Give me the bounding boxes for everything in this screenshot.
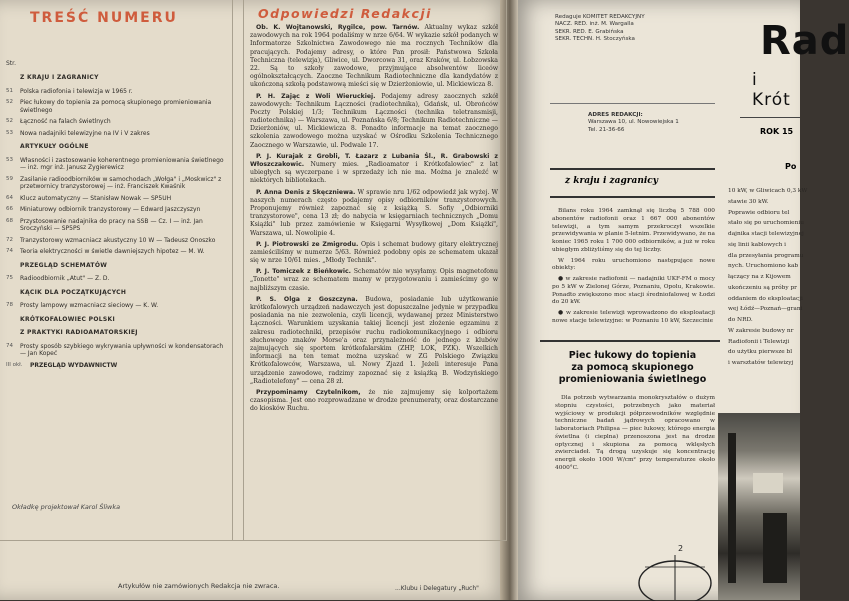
article-title <box>545 350 720 386</box>
news-line: łączący na z Kijowem <box>728 274 791 281</box>
divider <box>740 117 800 118</box>
news-line: Radiofonii i Telewizji <box>728 338 790 345</box>
toc-entry-text: Łączność na falach świetlnych <box>20 118 111 125</box>
bottom-note: Artykułów nie zamówionych Redakcja nie zwraca. <box>118 582 280 590</box>
news-paragraph: W 1964 roku uruchomiono następujące nowe obiekty: <box>552 257 715 272</box>
toc-entry-page: III okł. <box>6 361 23 368</box>
toc-entry[interactable] <box>6 130 228 138</box>
news-paragraph: Bilans roku 1964 zamknął się liczbą 5 788 000 abonentów radiofonii oraz 1 667 000 abonentów telewizji, a tym samym przekroczył wszelkie przewidywania w planie 5-letnim. Przewidywano, że na koniec 1965 roku 1 700 000 odbiorników, a już w roku ubiegłym zbliżyliśmy się do tej liczby. <box>552 208 715 253</box>
news-line: wej Łódź—Poznań—grani <box>728 306 803 313</box>
answer-text: Schematów nie wysyłamy. Opis magnetofonu „Tonette" wraz ze schematem mamy w przygotowaniu i zamieścimy go w najbliższym czasie. <box>250 268 498 292</box>
answer-recipient: Przypominamy Czytelnikom, <box>256 388 361 396</box>
toc-entry-text: Radioodbiornik „Atut" — Z. D. <box>20 275 110 282</box>
answer-recipient: P. J. Tomiczek z Bieńkowic. <box>256 268 352 276</box>
answer-paragraph <box>250 153 498 186</box>
toc-entry[interactable] <box>6 206 228 214</box>
furnace-photo <box>718 413 800 600</box>
diagram-label: 2 <box>678 544 684 553</box>
toc-entry-page: 59 <box>6 175 13 182</box>
section-title: z kraju i zagranicy <box>565 176 659 186</box>
news-line: do NRD. <box>728 317 753 324</box>
news-line: 10 kW, w Gliwicach 0,3 kW <box>728 188 808 194</box>
toc-entry[interactable] <box>6 118 228 126</box>
photo-detail <box>753 473 783 493</box>
toc-entry-text: Nowa nadajniki telewizyjne na IV i V zakres <box>20 129 150 137</box>
news-line: ukończeniu są próby pr <box>728 284 797 291</box>
toc-entry-text: Polska radiofonia i telewizja w 1965 r. <box>20 87 133 95</box>
toc-entry[interactable] <box>6 176 228 191</box>
news-line: oddaniem do eksploatacji <box>728 295 803 302</box>
article-title-line: Piec łukowy do topienia <box>568 350 697 361</box>
toc-entry-text: Prosty lampowy wzmacniacz sieciowy — K. W. <box>20 302 159 309</box>
editorial-line: SEKR. RED. E. Grabińska <box>555 28 624 35</box>
address-phone: Tel. 21-36-66 <box>588 126 625 133</box>
photo-detail <box>763 513 787 583</box>
toc-entry-page: 64 <box>6 194 13 201</box>
toc-entry-text: Przystosowanie nadajnika do pracy na SSB — Cz. I — inż. Jan Sroczyński — SP5PS <box>20 217 203 232</box>
toc-entry[interactable] <box>6 157 228 172</box>
answers-body <box>250 24 498 416</box>
toc-entry-page: 53 <box>6 129 13 136</box>
toc-section-title: KĄCIK DLA POCZĄTKUJĄCYCH <box>20 288 127 296</box>
divider <box>550 168 715 170</box>
answers-title: Odpowiedzi Redakcji <box>258 6 432 21</box>
toc-section-title: KRÓTKOFALOWIEC POLSKI <box>20 315 115 323</box>
magazine-subtitle: i Krót <box>752 70 791 110</box>
answer-paragraph <box>250 389 498 414</box>
toc-entry[interactable] <box>6 88 228 96</box>
address-title: ADRES REDAKCJI: <box>588 112 643 118</box>
toc-entry-page: 78 <box>6 302 13 308</box>
toc-entry-text: Teoria elektryczności w świetle dawniejszych hipotez — M. W. <box>20 248 205 255</box>
bottom-right-note: ...Klubu i Delegatury „Ruch" <box>395 585 479 592</box>
toc-entry[interactable] <box>6 343 228 358</box>
toc-entry[interactable] <box>6 99 228 114</box>
answer-recipient: P. S. Olga z Goszczyna. <box>256 295 358 303</box>
answer-text: że nie zajmujemy się kolportażem czasopisma. Jest ono rozprowadzane w drodze prenumeraty, oraz dostarczane do kiosków Ruchu. <box>250 388 498 413</box>
answer-paragraph <box>250 189 498 238</box>
photo-detail <box>728 433 736 583</box>
toc-entry[interactable] <box>6 237 228 245</box>
news-line: nych. Uruchomiono kab <box>728 263 799 270</box>
news-line: dla przesyłania programu <box>728 252 804 259</box>
cover-credit: Okładkę projektował Karol Śliwka <box>12 503 121 511</box>
furnace-diagram <box>615 533 725 600</box>
toc-title: TREŚĆ NUMERU <box>30 10 178 26</box>
toc-entry-page: 51 <box>6 87 13 94</box>
toc-entry-text: Tranzystorowy wzmacniacz akustyczny 10 W — Tadeusz Onoszko <box>20 236 216 244</box>
answer-text: Aktualny wykaz szkół zawodowych na rok 1964 podaliśmy w nrze 6/64. W wykazie szkół podanych w Informatorze Szkolnictwa Zawodowego nie ma rocznych Techników dla pracujących. Podajemy adresy, o które Pan prosił: Państwowa Szkoła Techniczna (telewizja), Gliwice, ul. Dworcowa 31, oraz Kraków, ul. Łobzowska 22. Są to szkoły zawodowe, przyjmujące absolwentów liceów ogólnokształcących. Zaoczne Technikum Radiotechniczne dla kandydatów z ukończoną szkołą podstawową mieści się w Dzierżoniowie, ul. Mickiewicza 8. <box>250 24 499 89</box>
toc-entry-text: Klucz automatyczny — Stanisław Nowak — SP5UH <box>20 194 172 202</box>
toc-entry[interactable] <box>6 218 228 233</box>
article-paragraph: Dla potrzeb wytwarzania monokryształów o dużym stopniu czystości, potrzebnych jako materiał wyjściowy w produkcji półprzewodników względnie techniczne badań jądrowych opracowano w laboratoriach Philipsa — piec łukowy, którego energia świetlna (i cieplna) przenoszona jest na drodze optycznej i skupiona za pomocą wklęsłych zwierciadeł. Tą drogą uzyskuje się koncentrację energii około 1000 W/cm² przy temperaturze około 4000°C. <box>555 395 715 471</box>
news-line: Poprawie odbioru tel <box>728 209 790 216</box>
divider <box>550 196 715 198</box>
divider <box>540 340 720 342</box>
answer-recipient: Ob. K. Wojtanowski, Rygilce, pow. Tarnów. <box>256 24 420 31</box>
news-line: dajnika stacji telewizyjnej <box>728 231 804 238</box>
toc-entry-page: 52 <box>6 118 13 124</box>
toc-entry-page: 74 <box>6 248 13 254</box>
answer-text: Budowa, posiadanie lub użytkowanie krótkofalowych urządzeń nadawczych jest dopuszczalne jedynie w przypadku posiadania na nie zezwolenia, czyli licencji, wydawanej przez Ministerstwo Łączności. Warunkiem uzyskania takiej licencji jest złożenie egzaminu z zakresu radiotechniki, przepisów ruchu radiokomunikacyjnego i odbioru słuchowego znaków Morse'a oraz przynależność do jednego z klubów zajmujących się sportem krótkofalarskim (ZHP, LOK, PZK). Wszelkich informacji na ten temat można uzyskać w ZG Polskiego Związku Krótkofalowców, Warszawa, ul. Nowy Zjazd 1. Jeżeli interesuje Pana urządzenie zawodowe, radzimy zapoznać się z książką B. Wodzyńskiego „Radiotelefony" — cena 28 zł. <box>250 295 499 385</box>
toc-page-label: Str. <box>6 60 16 67</box>
news-line: i warsztatów telewizyj <box>728 360 794 367</box>
news-line: stawie 30 kW. <box>728 198 769 205</box>
news-line: stało się po uruchomieniu <box>728 220 804 227</box>
answer-recipient: P. H. Zając z Woli Wieruckiej. <box>256 92 376 100</box>
article-body <box>555 395 715 473</box>
toc-entry-text: Prosty sposób szybkiego wykrywania upływności w kondensatorach — Jan Kopeć <box>20 342 224 357</box>
answer-recipient: P. Anna Denis z Skęczniewa. <box>256 188 356 196</box>
article-title-fragment: Po <box>785 162 797 171</box>
toc-section-title: Z PRAKTYKI RADIOAMATORSKIEJ <box>20 329 138 336</box>
divider <box>550 103 715 104</box>
toc-entry-page: 74 <box>6 342 13 349</box>
toc-entry-page: 68 <box>6 217 13 224</box>
toc-entry[interactable] <box>6 302 228 310</box>
news-line: do użytku pierwsze bl <box>728 349 793 356</box>
editorial-address <box>588 112 718 134</box>
toc-entry-text: PRZEGLĄD WYDAWNICTW <box>30 361 118 369</box>
editorial-line: SEKR. TECHN. H. Stoczyńska <box>555 35 635 42</box>
answer-paragraph <box>250 24 498 90</box>
magazine-title: Rad <box>760 18 849 64</box>
news-paragraph: ● w zakresie telewizji wprowadzono do eksploatacji nowe stacje telewizyjne: w Poznaniu 10 kW, Szczecinie <box>552 310 715 324</box>
answer-text: W sprawie nru 1/62 odpowiedź jak wyżej. W naszych numerach często podajemy opisy odbiorników tranzystorowych. Proponujemy również zapoznać się z książką S. Sofiy „Odbiorniki tranzystorowe", cena 13 zł; do nabycia w księgarniach technicznych „Domu Książki" lub przez zamówienie w Księgarni Wysyłkowej „Dom Książki", Warszawa, ul. Nowolipie 4. <box>250 188 499 237</box>
answer-recipient: P. J. Kurajak z Grobli, T. Łazarz z Lubania Śl., R. Grabowski z Włoszczakowic. <box>250 152 498 168</box>
toc-section-title: Z KRAJU I ZAGRANICY <box>20 74 99 81</box>
article-title-line: promieniowania świetlnego <box>558 374 707 386</box>
news-line: W zakresie budowy nr <box>728 327 794 334</box>
toc-section-title: PRZEGLĄD SCHEMATÓW <box>20 261 108 269</box>
answer-recipient: P. J. Piotrowski ze Zmigrodu. <box>256 240 359 248</box>
editorial-board <box>555 14 715 43</box>
toc-entry-text: Piec łukowy do topienia za pomocą skupionego promieniowania świetlnego <box>20 99 212 114</box>
toc-entry-text: Własności i zastosowanie koherentnego promieniowania świetlnego — inż. mgr inż. Janusz Zygierewicz <box>20 156 224 171</box>
toc-list <box>6 68 228 373</box>
answer-text: Numery mies. „Radioamator i Krótkofalowiec" z lat ubiegłych są wyczerpane i w sprzedaży ich nie ma. Można je znaleźć w niektórych bibliotekach. <box>250 161 499 185</box>
toc-entry[interactable] <box>6 362 228 370</box>
toc-entry-page: 75 <box>6 275 13 281</box>
answer-text: Podajemy adresy zaocznych szkół zawodowych: Technikum Łączności (radiotechnika), Gdańsk, ul. Obrońców Poczty Polskiej 1/3; Technikum Łączności (technika teletransmisji, radiotechnika) — Warszawa, ul. Poznańska 6/8; Technikum Radiotechniczne — Dzierżoniów, ul. Mickiewicza 8. Ponadto informacje na temat zaocznego szkolenia zawodowego można uzyskać w Ośrodku Szkolenia Technicznego Zaocznego w Warszawie, ul. Podwale 17. <box>250 92 498 149</box>
toc-entry-page: 72 <box>6 236 13 243</box>
editorial-line: NACZ. RED. inż. M. Wargalla <box>555 21 634 28</box>
news-line: się linii kablowych i <box>728 241 787 248</box>
issue-year: ROK 15 <box>760 127 794 136</box>
news-paragraph: ● w zakresie radiofonii — nadajniki UKF-FM o mocy po 5 kW w Zielonej Górze, Poznaniu, Opolu, Krakowie. Ponadto zwiększono moc stacji średniofalowej w Łodzi do 20 kW. <box>552 276 715 306</box>
answer-paragraph <box>250 93 498 150</box>
toc-entry-page: 52 <box>6 99 13 105</box>
toc-entry-page: 66 <box>6 206 13 212</box>
answer-paragraph <box>250 296 498 386</box>
answer-paragraph <box>250 241 498 266</box>
toc-entry[interactable] <box>6 275 228 283</box>
toc-entry[interactable] <box>6 195 228 203</box>
toc-entry-page: 53 <box>6 156 13 163</box>
article-title-line: za pomocą skupionego <box>571 362 694 374</box>
toc-section-title: ARTYKUŁY OGÓLNE <box>20 143 89 150</box>
toc-entry[interactable] <box>6 248 228 256</box>
toc-entry-text: Miniaturowy odbiornik tranzystorowy — Edward Jaszczyszyn <box>20 206 201 213</box>
answer-paragraph <box>250 268 498 293</box>
editorial-line: Redaguje KOMITET REDAKCYJNY <box>555 14 645 20</box>
toc-entry-text: Zasilanie radioodbiorników w samochodach „Wołga" i „Moskwicz" z przetwornicy tranzystorowej — inż. Franciszek Kwaśnik <box>20 175 222 190</box>
address-line: Warszawa 10, ul. Nowowiejska 1 <box>588 119 679 126</box>
news-body <box>552 208 715 329</box>
answer-text: Opis i schemat budowy gitary elektrycznej zamieściliśmy w numerze 5/63. Również podobny opis ze schematem ukazał się w nrze 10/61 mies. „Młody Technik". <box>250 240 499 265</box>
